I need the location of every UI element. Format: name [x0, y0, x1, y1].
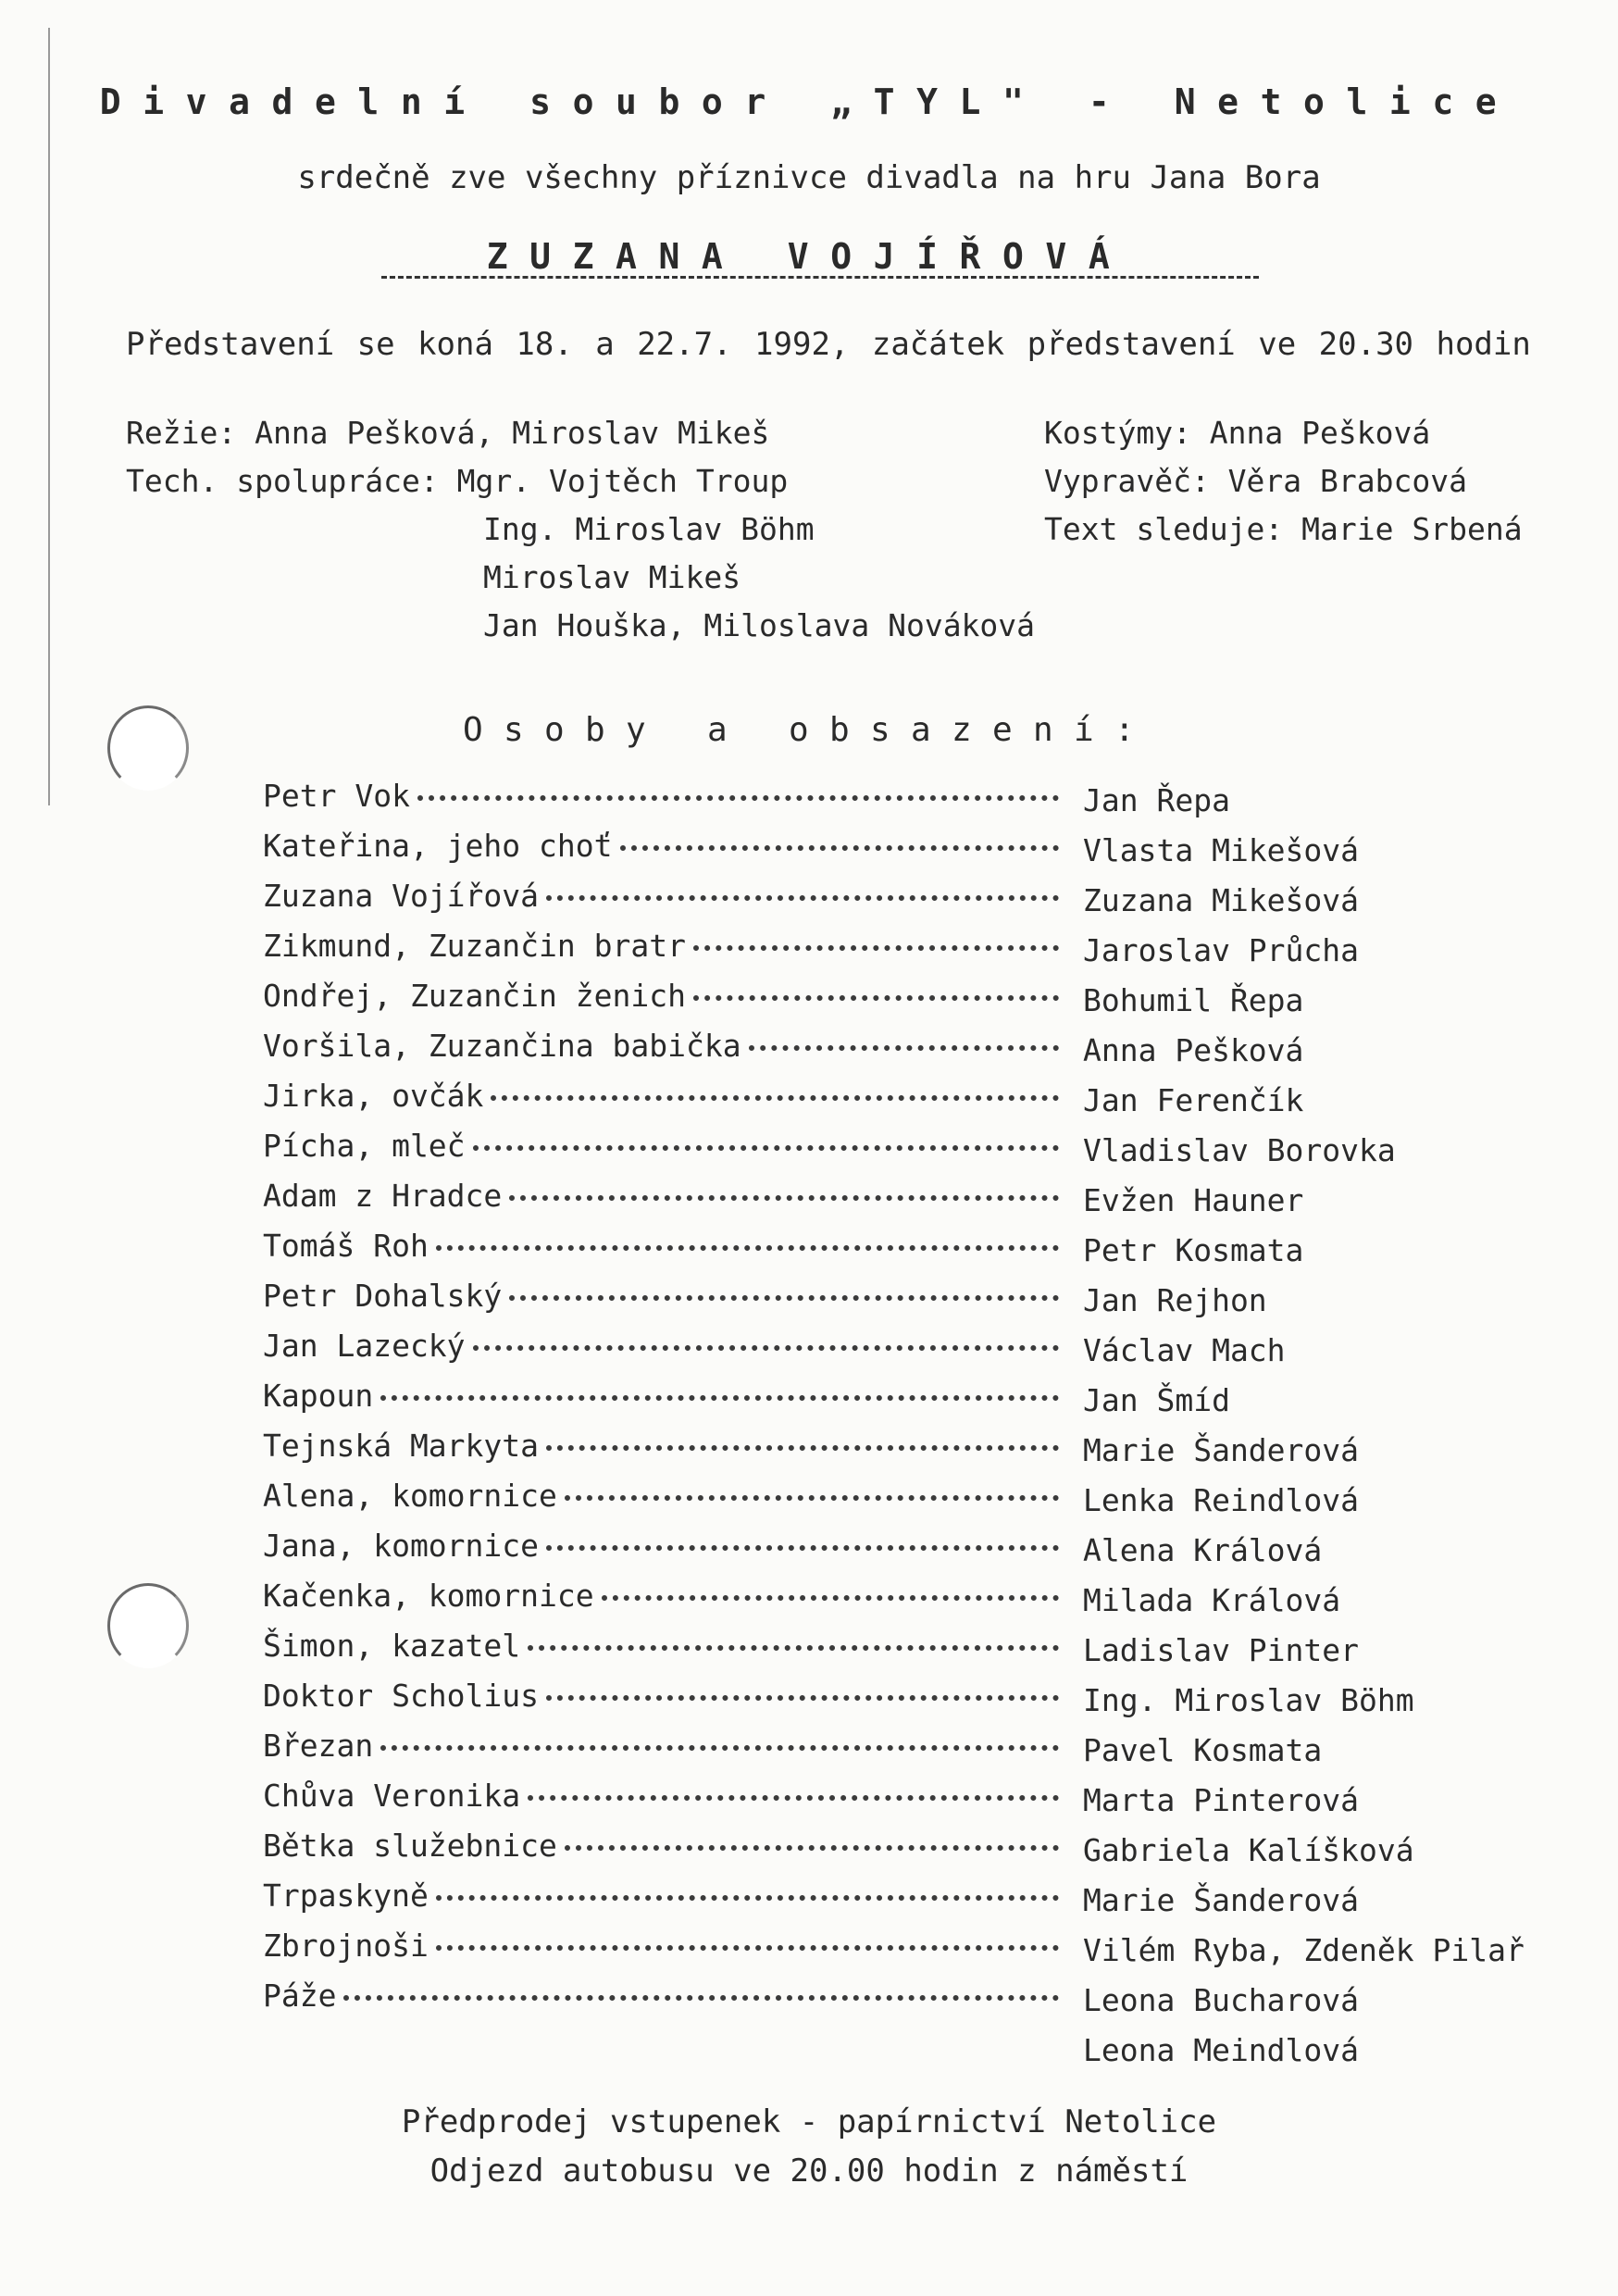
- role-name: Zuzana Vojířová: [263, 878, 540, 914]
- credit-tech-3: Miroslav Mikeš: [483, 559, 741, 595]
- role-name: Petr Dohalský: [263, 1278, 503, 1314]
- actor-name: Zuzana Mikešová: [1083, 882, 1360, 918]
- cast-row: [263, 1528, 1066, 1574]
- role-name: Alena, komornice: [263, 1478, 557, 1514]
- credit-direction: Režie: Anna Pešková, Miroslav Mikeš: [126, 415, 770, 451]
- cast-row: [263, 1228, 1066, 1274]
- leader-dots: [473, 1345, 1059, 1351]
- role-name: Doktor Scholius: [263, 1678, 540, 1714]
- cast-row: [263, 828, 1066, 874]
- leader-dots: [509, 1195, 1059, 1201]
- cast-row: [263, 1828, 1066, 1874]
- cast-row: [263, 1728, 1066, 1774]
- role-name: Adam z Hradce: [263, 1178, 503, 1214]
- actor-name-extra: Leona Meindlová: [1083, 2032, 1360, 2068]
- role-name: Bětka služebnice: [263, 1828, 557, 1864]
- actor-name: Vladislav Borovka: [1083, 1132, 1396, 1168]
- actor-name: Jaroslav Průcha: [1083, 932, 1360, 968]
- actor-name: Pavel Kosmata: [1083, 1732, 1323, 1768]
- leader-dots: [546, 1445, 1059, 1451]
- actor-name: Anna Pešková: [1083, 1032, 1304, 1068]
- actor-name: Gabriela Kalíšková: [1083, 1832, 1414, 1868]
- actor-name: Lenka Reindlová: [1083, 1482, 1360, 1518]
- role-name: Kateřina, jeho choť: [263, 828, 613, 864]
- actor-name: Leona Bucharová: [1083, 1982, 1360, 2018]
- leader-dots: [546, 895, 1059, 901]
- cast-row: [263, 1778, 1066, 1824]
- leader-dots: [565, 1495, 1059, 1501]
- cast-row: [263, 1278, 1066, 1324]
- cast-row: [263, 928, 1066, 974]
- role-name: Zbrojnoši: [263, 1928, 429, 1964]
- leader-dots: [565, 1845, 1059, 1851]
- leader-dots: [343, 1995, 1059, 2001]
- role-name: Pícha, mleč: [263, 1128, 466, 1164]
- credit-prompter: Text sleduje: Marie Srbená: [1044, 511, 1523, 547]
- actor-name: Jan Rejhon: [1083, 1282, 1267, 1318]
- role-name: Jan Lazecký: [263, 1328, 466, 1364]
- binder-margin-line: [48, 28, 50, 805]
- leader-dots: [693, 995, 1059, 1001]
- ensemble-header: Divadelní soubor „TYL" - Netolice: [99, 81, 1519, 122]
- actor-name: Jan Ferenčík: [1083, 1082, 1304, 1118]
- credit-tech-2: Ing. Miroslav Böhm: [483, 511, 815, 547]
- cast-row: [263, 778, 1066, 824]
- role-name: Březan: [263, 1728, 374, 1764]
- cast-row: [263, 1878, 1066, 1924]
- role-name: Tejnská Markyta: [263, 1428, 540, 1464]
- actor-name: Petr Kosmata: [1083, 1232, 1304, 1268]
- role-name: Jirka, ovčák: [263, 1078, 484, 1114]
- actor-name: Vlasta Mikešová: [1083, 832, 1360, 868]
- cast-row: [263, 1478, 1066, 1524]
- bus-note: Odjezd autobusu ve 20.00 hodin z náměstí: [429, 2152, 1189, 2190]
- leader-dots: [491, 1095, 1059, 1101]
- cast-row: [263, 1578, 1066, 1624]
- role-name: Ondřej, Zuzančin ženich: [263, 978, 686, 1014]
- actor-name: Milada Králová: [1083, 1582, 1341, 1618]
- punch-hole-bottom: [107, 1583, 189, 1668]
- actor-name: Václav Mach: [1083, 1332, 1286, 1368]
- leader-dots: [620, 845, 1060, 851]
- actor-name: Evžen Hauner: [1083, 1182, 1304, 1218]
- role-name: Zikmund, Zuzančin bratr: [263, 928, 686, 964]
- leader-dots: [417, 795, 1059, 801]
- cast-row: [263, 1628, 1066, 1674]
- cast-row: [263, 1028, 1066, 1074]
- credit-tech-4: Jan Houška, Miloslava Nováková: [483, 607, 1036, 643]
- leader-dots: [380, 1395, 1059, 1401]
- leader-dots: [528, 1645, 1059, 1651]
- actor-name: Marie Šanderová: [1083, 1432, 1360, 1468]
- role-name: Jana, komornice: [263, 1528, 540, 1564]
- actor-name: Jan Šmíd: [1083, 1382, 1230, 1418]
- role-name: Chůva Veronika: [263, 1778, 521, 1814]
- leader-dots: [436, 1945, 1059, 1951]
- performance-info: Představení se koná 18. a 22.7. 1992, začátek představení ve 20.30 hodin: [126, 326, 1531, 363]
- cast-row: [263, 1678, 1066, 1724]
- role-name: Kačenka, komornice: [263, 1578, 594, 1614]
- play-title: ZUZANA VOJÍŘOVÁ: [486, 236, 1132, 277]
- cast-row: [263, 1178, 1066, 1224]
- actor-name: Marie Šanderová: [1083, 1882, 1360, 1918]
- role-name: Kapoun: [263, 1378, 374, 1414]
- actor-name: Jan Řepa: [1083, 782, 1230, 818]
- leader-dots: [473, 1145, 1059, 1151]
- cast-row: [263, 1428, 1066, 1474]
- cast-row: [263, 1928, 1066, 1974]
- leader-dots: [509, 1295, 1059, 1301]
- presale-note: Předprodej vstupenek - papírnictví Netolice: [401, 2103, 1217, 2140]
- actor-name: Ing. Miroslav Böhm: [1083, 1682, 1414, 1718]
- credit-costumes: Kostýmy: Anna Pešková: [1044, 415, 1431, 451]
- role-name: Tomáš Roh: [263, 1228, 429, 1264]
- cast-row: [263, 1328, 1066, 1374]
- actor-name: Marta Pinterová: [1083, 1782, 1360, 1818]
- cast-row: [263, 878, 1066, 924]
- leader-dots: [436, 1245, 1059, 1251]
- leader-dots: [693, 945, 1059, 951]
- credit-tech-1: Tech. spolupráce: Mgr. Vojtěch Troup: [126, 463, 789, 499]
- cast-row: [263, 1128, 1066, 1174]
- cast-row: [263, 978, 1066, 1024]
- cast-row: [263, 1078, 1066, 1124]
- invitation-line: srdečně zve všechny příznivce divadla na hru Jana Bora: [297, 159, 1321, 196]
- actor-name: Bohumil Řepa: [1083, 982, 1304, 1018]
- role-name: Páže: [263, 1978, 337, 2014]
- leader-dots: [436, 1895, 1059, 1901]
- leader-dots: [749, 1045, 1059, 1051]
- leader-dots: [602, 1595, 1059, 1601]
- cast-heading: Osoby a obsazení:: [463, 711, 1155, 749]
- role-name: Petr Vok: [263, 778, 410, 814]
- leader-dots: [380, 1745, 1059, 1751]
- actor-name: Vilém Ryba, Zdeněk Pilař: [1083, 1932, 1525, 1968]
- play-title-underline: [381, 276, 1259, 279]
- actor-name: Ladislav Pinter: [1083, 1632, 1360, 1668]
- role-name: Trpaskyně: [263, 1878, 429, 1914]
- role-name: Voršila, Zuzančina babička: [263, 1028, 741, 1064]
- cast-row: [263, 1978, 1066, 2024]
- leader-dots: [546, 1545, 1059, 1551]
- role-name: Šimon, kazatel: [263, 1628, 521, 1664]
- cast-row: [263, 1378, 1066, 1424]
- credit-narrator: Vypravěč: Věra Brabcová: [1044, 463, 1467, 499]
- actor-name: Alena Králová: [1083, 1532, 1323, 1568]
- leader-dots: [528, 1795, 1059, 1801]
- leader-dots: [546, 1695, 1059, 1701]
